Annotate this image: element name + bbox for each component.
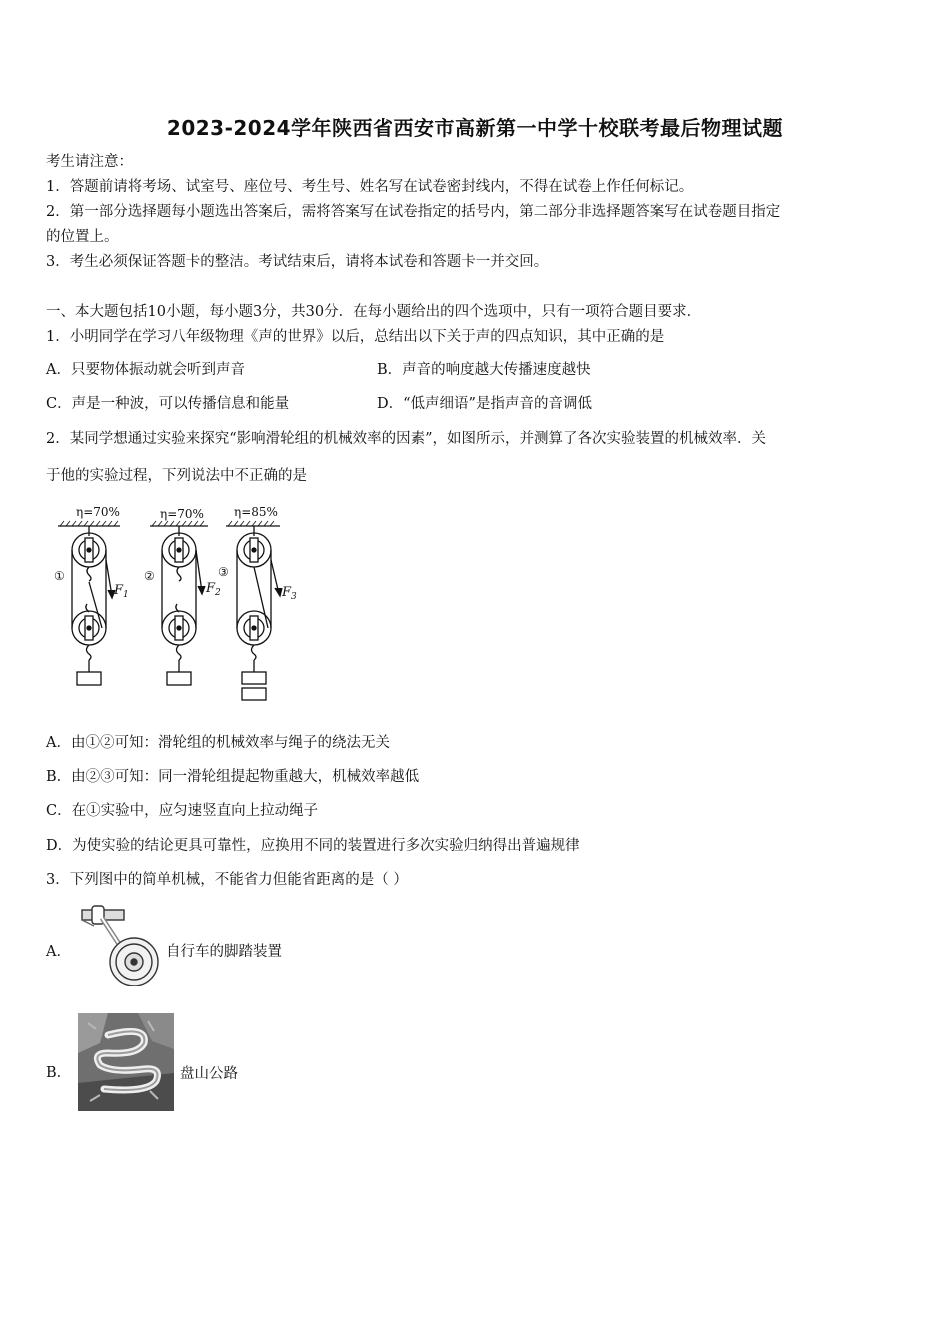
force-label-1: $F_1$ — [114, 583, 129, 600]
force-label-2: $F_2$ — [206, 581, 221, 598]
pulley-setup-2 — [162, 526, 205, 685]
setup-number-3: ③ — [218, 565, 229, 579]
notice-item: 1．答题前请将考场、试室号、座位号、考生号、姓名写在试卷密封线内，不得在试卷上作任何标记。 — [46, 179, 694, 195]
question-2-option-c: C．在①实验中，应匀速竖直向上拉动绳子 — [46, 803, 319, 819]
weight-block — [242, 672, 266, 684]
question-2-option-b: B．由②③可知：同一滑轮组提起物重越大，机械效率越低 — [46, 769, 420, 785]
question-3-option-a-caption: 自行车的脚踏装置 — [166, 944, 282, 960]
question-1-stem: 1．小明同学在学习八年级物理《声的世界》以后，总结出以下关于声的四点知识，其中正确的是 — [46, 329, 665, 345]
question-1-option-d: D．“低声细语”是指声音的音调低 — [377, 396, 592, 412]
question-2-option-a: A．由①②可知：滑轮组的机械效率与绳子的绕法无关 — [46, 735, 390, 751]
ceiling-1 — [58, 521, 120, 526]
page-title: 2023-2024学年陕西省西安市高新第一中学十校联考最后物理试题 — [166, 116, 784, 140]
weight-block — [242, 688, 266, 700]
force-label-3: $F_3$ — [282, 585, 297, 602]
question-1-option-a: A．只要物体振动就会听到声音 — [46, 362, 245, 378]
notice-heading: 考生请注意： — [46, 154, 133, 170]
efficiency-label-1: η=70% — [76, 505, 120, 519]
efficiency-label-3: η=85% — [234, 505, 278, 519]
efficiency-label-2: η=70% — [160, 507, 204, 521]
setup-number-2: ② — [144, 569, 155, 583]
weight-block — [167, 672, 191, 685]
ceiling-3 — [226, 521, 280, 526]
question-2-option-d: D．为使实验的结论更具可靠性，应换用不同的装置进行多次实验归纳得出普遍规律 — [46, 838, 580, 854]
mountain-road-image — [78, 1013, 174, 1111]
question-3-option-b-caption: 盘山公路 — [180, 1066, 238, 1082]
ceiling-2 — [150, 521, 208, 526]
question-2-stem-cont: 于他的实验过程，下列说法中不正确的是 — [46, 468, 307, 484]
question-3-stem: 3．下列图中的简单机械，不能省力但能省距离的是（ ） — [46, 872, 408, 888]
question-3-option-a-label: A． — [46, 944, 71, 960]
question-2-stem: 2．某同学想通过实验来探究“影响滑轮组的机械效率的因素”，如图所示，并测算了各次实验装置的机械效率．关 — [46, 431, 767, 447]
pulley-diagram — [46, 500, 316, 706]
section-heading: 一、本大题包括10小题，每小题3分，共30分．在每小题给出的四个选项中，只有一项符合题目要求． — [46, 304, 702, 320]
notice-item: 2．第一部分选择题每小题选出答案后，需将答案写在试卷指定的括号内，第二部分非选择题答案写在试卷题目指定 — [46, 204, 781, 220]
question-1-option-c: C．声是一种波，可以传播信息和能量 — [46, 396, 290, 412]
pulley-setup-1 — [72, 526, 115, 685]
setup-number-1: ① — [54, 569, 65, 583]
notice-item: 的位置上。 — [46, 229, 119, 245]
pulley-setup-3 — [237, 526, 282, 700]
question-3-option-b-label: B． — [46, 1065, 72, 1081]
notice-item: 3．考生必须保证答题卡的整洁。考试结束后，请将本试卷和答题卡一并交回。 — [46, 254, 549, 270]
question-1-option-b: B．声音的响度越大传播速度越快 — [377, 362, 591, 378]
bicycle-pedal-image — [76, 904, 166, 986]
weight-block — [77, 672, 101, 685]
